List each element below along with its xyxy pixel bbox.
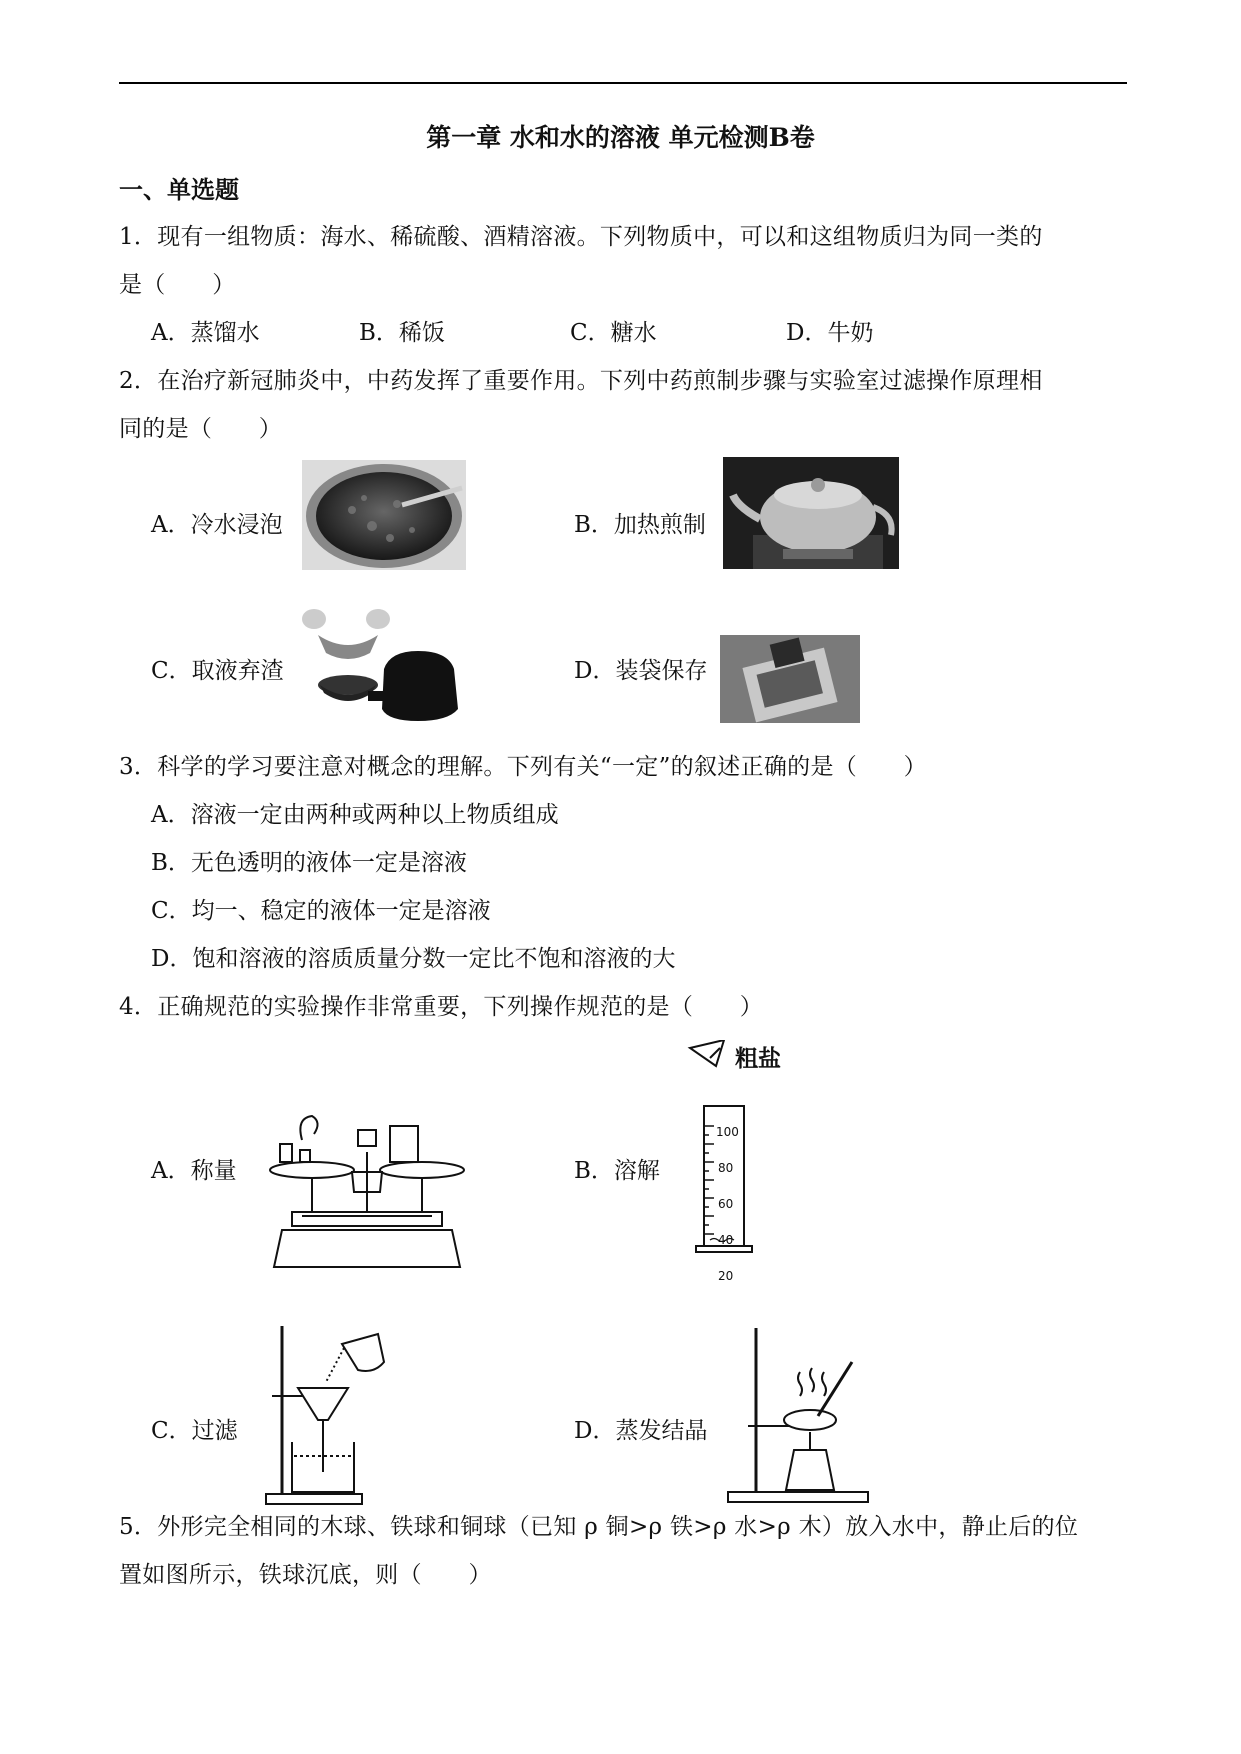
q4-b-tick-20: 20 xyxy=(718,1269,734,1283)
q2-photo-boiling xyxy=(723,457,899,569)
q3-option-a: A．溶液一定由两种或两种以上物质组成 xyxy=(151,802,559,828)
q4-b-tick-80: 80 xyxy=(718,1161,734,1175)
q1-option-d: D．牛奶 xyxy=(786,320,874,346)
q5-stem-line2: 置如图所示，铁球沉底，则（ ） xyxy=(119,1562,492,1588)
q4-option-b: B．溶解 xyxy=(574,1158,660,1184)
q4-stem: 4．正确规范的实验操作非常重要，下列操作规范的是（ ） xyxy=(119,994,764,1020)
q4-b-tick-100: 100 xyxy=(716,1125,739,1139)
q2-option-c: C．取液弃渣 xyxy=(151,658,284,684)
q2-option-d: D．装袋保存 xyxy=(574,658,708,684)
q3-stem: 3．科学的学习要注意对概念的理解。下列有关“一定”的叙述正确的是（ ） xyxy=(119,754,927,780)
q4-b-tick-40: 40 xyxy=(718,1233,734,1247)
q5-stem-line1: 5．外形完全相同的木球、铁球和铜球（已知 ρ 铜>ρ 铁>ρ 水>ρ 木）放入水中，静止后的位 xyxy=(119,1514,1079,1540)
header-rule xyxy=(119,82,1127,84)
q4-option-a: A．称量 xyxy=(151,1158,237,1184)
q2-option-b: B．加热煎制 xyxy=(574,512,706,538)
q4-figure-evaporation xyxy=(726,1322,876,1507)
q4-figure-filtration xyxy=(262,1322,402,1507)
section-heading: 一、单选题 xyxy=(119,175,239,204)
q4-figure-cylinder xyxy=(680,1040,800,1260)
q1-stem-line1: 1．现有一组物质：海水、稀硫酸、酒精溶液。下列物质中，可以和这组物质归为同一类的 xyxy=(119,224,1043,250)
q2-photo-bagged xyxy=(720,635,860,723)
page-title: 第一章 水和水的溶液 单元检测B卷 xyxy=(426,123,815,152)
q2-photo-pouring xyxy=(298,605,466,723)
q3-option-b: B．无色透明的液体一定是溶液 xyxy=(151,850,467,876)
q2-stem-line1: 2．在治疗新冠肺炎中，中药发挥了重要作用。下列中药煎制步骤与实验室过滤操作原理相 xyxy=(119,368,1043,394)
q4-b-salt-label: 粗盐 xyxy=(735,1046,781,1072)
q3-option-d: D．饱和溶液的溶质质量分数一定比不饱和溶液的大 xyxy=(151,946,676,972)
q4-figure-balance xyxy=(262,1112,472,1272)
q2-photo-soaking xyxy=(302,460,466,570)
q3-option-c: C．均一、稳定的液体一定是溶液 xyxy=(151,898,491,924)
q4-option-c: C．过滤 xyxy=(151,1418,238,1444)
q4-option-d: D．蒸发结晶 xyxy=(574,1418,708,1444)
q1-option-b: B．稀饭 xyxy=(359,320,445,346)
q1-stem-line2: 是（ ） xyxy=(119,272,236,298)
q4-b-tick-60: 60 xyxy=(718,1197,734,1211)
q2-option-a: A．冷水浸泡 xyxy=(151,512,283,538)
q1-option-a: A．蒸馏水 xyxy=(151,320,260,346)
q2-stem-line2: 同的是（ ） xyxy=(119,416,283,442)
q1-option-c: C．糖水 xyxy=(570,320,657,346)
